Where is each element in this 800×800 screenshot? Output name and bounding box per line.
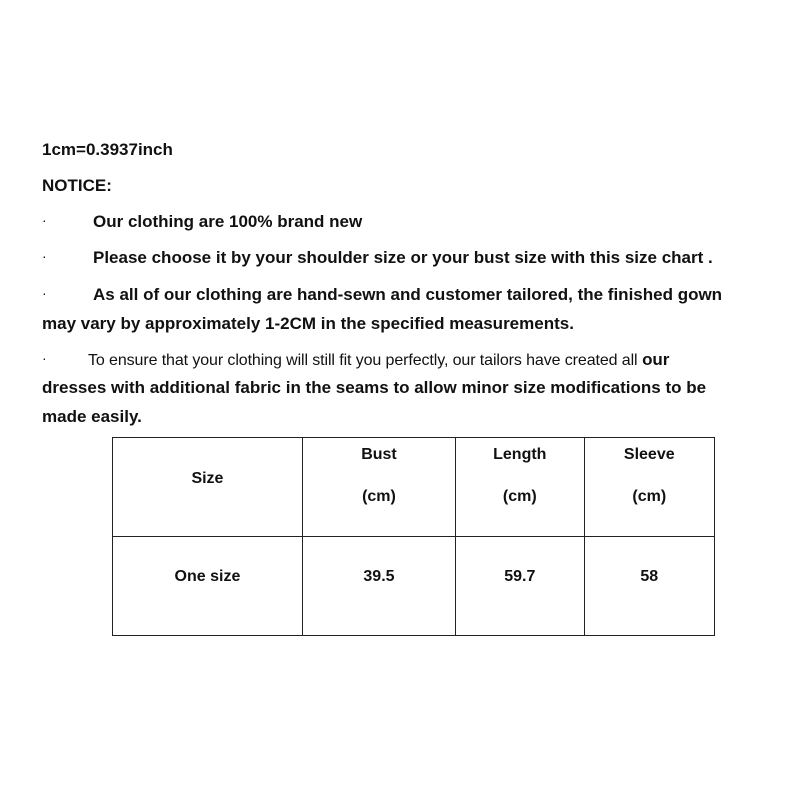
notice-heading: NOTICE: bbox=[42, 176, 112, 195]
notice-1-line-1: Our clothing are 100% brand new bbox=[93, 212, 363, 231]
header-bust bbox=[302, 438, 455, 537]
header-bust-label: Bust bbox=[361, 446, 397, 463]
bullet-2: · bbox=[42, 248, 47, 264]
notice-2-line-1: Please choose it by your shoulder size or your bust size with this size chart . bbox=[93, 248, 713, 267]
notice-4-line-1 bbox=[88, 350, 669, 371]
cell-bust-value: 39.5 bbox=[363, 568, 395, 585]
cell-size-value: One size bbox=[174, 568, 241, 585]
cell-sleeve bbox=[584, 537, 714, 636]
size-chart-table bbox=[112, 437, 715, 636]
header-length bbox=[456, 438, 584, 537]
cell-sleeve-value: 58 bbox=[640, 568, 659, 585]
notice-4-line-1-regular: To ensure that your clothing will still fit you perfectly, our tailors have created all bbox=[88, 352, 638, 369]
notice-4-line-2: dresses with additional fabric in the seams to allow minor size modifications to be bbox=[42, 378, 707, 397]
notice-3-line-1: As all of our clothing are hand-sewn and customer tailored, the finished gown bbox=[93, 285, 723, 304]
bullet-3: · bbox=[42, 285, 47, 301]
header-sleeve-unit: (cm) bbox=[632, 488, 667, 505]
bullet-4: · bbox=[42, 350, 47, 366]
notice-3-line-2: may vary by approximately 1-2CM in the specified measurements. bbox=[42, 314, 574, 333]
cell-bust bbox=[302, 537, 455, 636]
cell-size bbox=[113, 537, 303, 636]
header-sleeve bbox=[584, 438, 714, 537]
header-bust-unit: (cm) bbox=[362, 488, 396, 505]
table-header-row bbox=[113, 438, 715, 537]
cell-length-value: 59.7 bbox=[504, 568, 536, 585]
header-length-label: Length bbox=[493, 446, 547, 463]
header-size-label: Size bbox=[191, 470, 224, 487]
header-sleeve-label: Sleeve bbox=[623, 446, 675, 463]
cell-length bbox=[456, 537, 584, 636]
notice-4-line-3: made easily. bbox=[42, 407, 142, 426]
unit-conversion: 1cm=0.3937inch bbox=[42, 140, 173, 159]
notice-4-line-1-bold: our bbox=[637, 350, 670, 369]
header-length-unit: (cm) bbox=[502, 488, 537, 505]
header-size bbox=[113, 438, 303, 537]
table-row bbox=[113, 537, 715, 636]
bullet-1: · bbox=[42, 212, 47, 228]
